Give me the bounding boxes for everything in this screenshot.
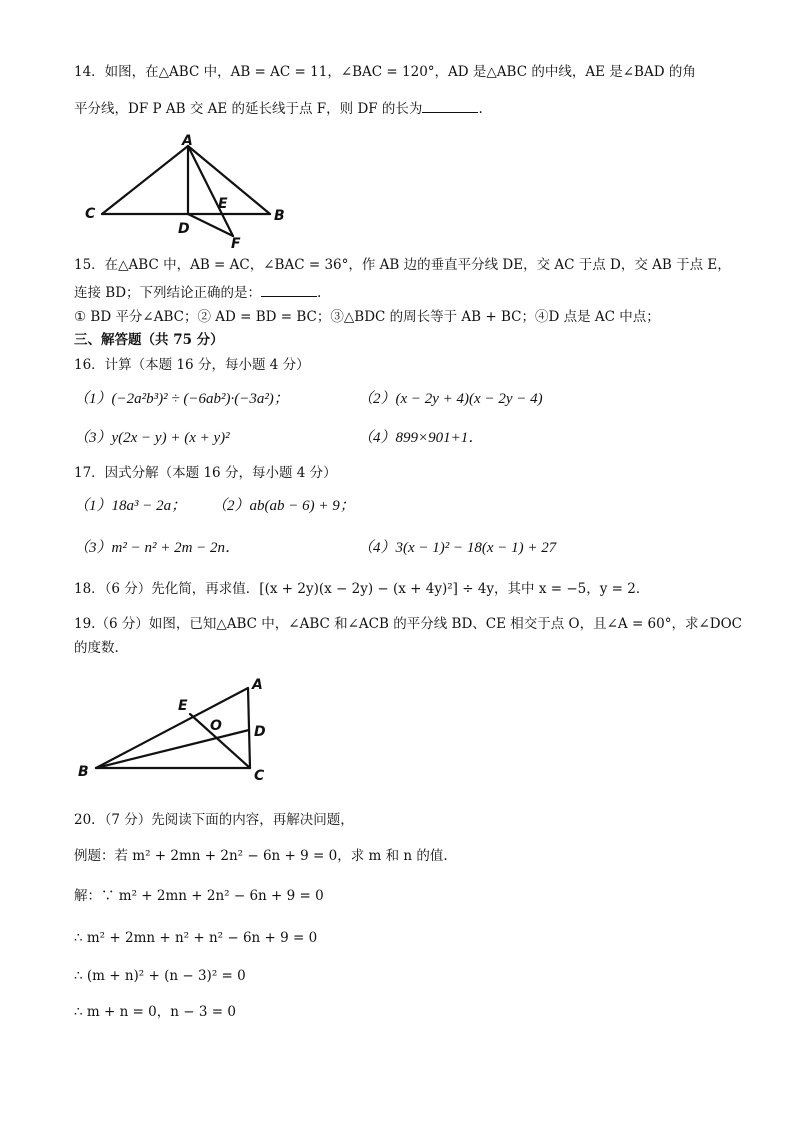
q15-answer-blank [261, 282, 317, 297]
q15-line3: ① BD 平分∠ABC；② AD = BD = BC；③△BDC 的周长等于 AB + BC；④D 点是 AC 中点； [74, 309, 660, 325]
q14-label-d: D [178, 221, 190, 237]
q16-title: 16．计算（本题 16 分，每小题 4 分） [74, 357, 310, 373]
q20-step1: 解：∵ m² + 2mn + 2n² − 6n + 9 = 0 [74, 888, 324, 904]
q18-text: 18．（6 分）先化简，再求值．[(x + 2y)(x − 2y) − (x + 4y)²] ÷ 4y，其中 x = −5，y = 2． [74, 581, 650, 597]
q14-label-a: A [182, 133, 193, 149]
q19-label-o: O [210, 718, 222, 734]
q19-label-e: E [178, 698, 188, 714]
q19-side-ac [248, 688, 250, 768]
q14-line2-text: 平分线，DF P AB 交 AE 的延长线于点 F，则 DF 的长为 [74, 101, 423, 117]
q15-line2-text: 连接 BD；下列结论正确的是： [74, 285, 262, 301]
q15-line2 [74, 282, 321, 303]
q19-side-ba [96, 688, 248, 768]
q17-part2: （2）ab(ab − 6) + 9； [212, 498, 355, 514]
q14-label-f: F [231, 236, 241, 250]
q19-label-a: A [252, 677, 263, 693]
q14-side-ab [188, 146, 270, 214]
q20-example: 例题：若 m² + 2mn + 2n² − 6n + 9 = 0，求 m 和 n 的值. [74, 848, 448, 864]
q14-line2 [74, 98, 483, 119]
section3-heading: 三、解答题（共 75 分） [74, 332, 224, 348]
q14-bisector-af [188, 146, 233, 236]
q17-part4: （4）3(x − 1)² − 18(x − 1) + 27 [358, 540, 557, 556]
q16-part3: （3）y(2x − y) + (x + y)² [74, 430, 230, 446]
q17-part1: （1）18a³ − 2a； [74, 498, 187, 514]
q16-part4: （4）899×901+1． [358, 430, 484, 446]
q14-line1: 14．如图，在△ABC 中，AB = AC = 11，∠BAC = 120°，AD 是△ABC 的中线，AE 是∠BAD 的角 [74, 64, 696, 80]
q19-line2: 的度数. [74, 640, 119, 656]
q16-part2: （2）(x − 2y + 4)(x − 2y − 4) [358, 391, 543, 407]
q14-answer-blank [422, 98, 478, 113]
q14-figure [78, 132, 298, 250]
q19-line1: 19.（6 分）如图，已知△ABC 中，∠ABC 和∠ACB 的平分线 BD、CE 相交于点 O，且∠A = 60°，求∠DOC [74, 616, 743, 632]
q19-label-d: D [254, 724, 266, 740]
q20-title: 20．（7 分）先阅读下面的内容，再解决问题， [74, 812, 354, 828]
q20-step2: ∴ m² + 2mn + n² + n² − 6n + 9 = 0 [74, 930, 318, 946]
q14-side-ac [102, 146, 188, 214]
q17-title: 17．因式分解（本题 16 分，每小题 4 分） [74, 465, 337, 481]
q14-line2-end: . [478, 101, 483, 117]
q15-line2-end: . [317, 285, 322, 301]
q19-bisector-bd [96, 730, 249, 768]
q14-label-e: E [218, 196, 228, 212]
q15-line1: 15．在△ABC 中，AB = AC，∠BAC = 36°，作 AB 边的垂直平分线 DE，交 AC 于点 D，交 AB 于点 E， [74, 257, 731, 273]
q17-part3: （3）m² − n² + 2m − 2n． [74, 540, 241, 556]
q19-figure [74, 668, 284, 790]
q14-label-b: B [274, 208, 285, 224]
q20-step3: ∴ (m + n)² + (n − 3)² = 0 [74, 968, 246, 984]
q14-label-c: C [85, 206, 96, 222]
q19-label-c: C [254, 768, 265, 784]
q19-label-b: B [78, 764, 89, 780]
q16-part1: （1）(−2a²b³)² ÷ (−6ab²)·(−3a²)； [74, 391, 289, 407]
q14-segment-df [188, 214, 233, 236]
q20-step4: ∴ m + n = 0，n − 3 = 0 [74, 1004, 236, 1020]
